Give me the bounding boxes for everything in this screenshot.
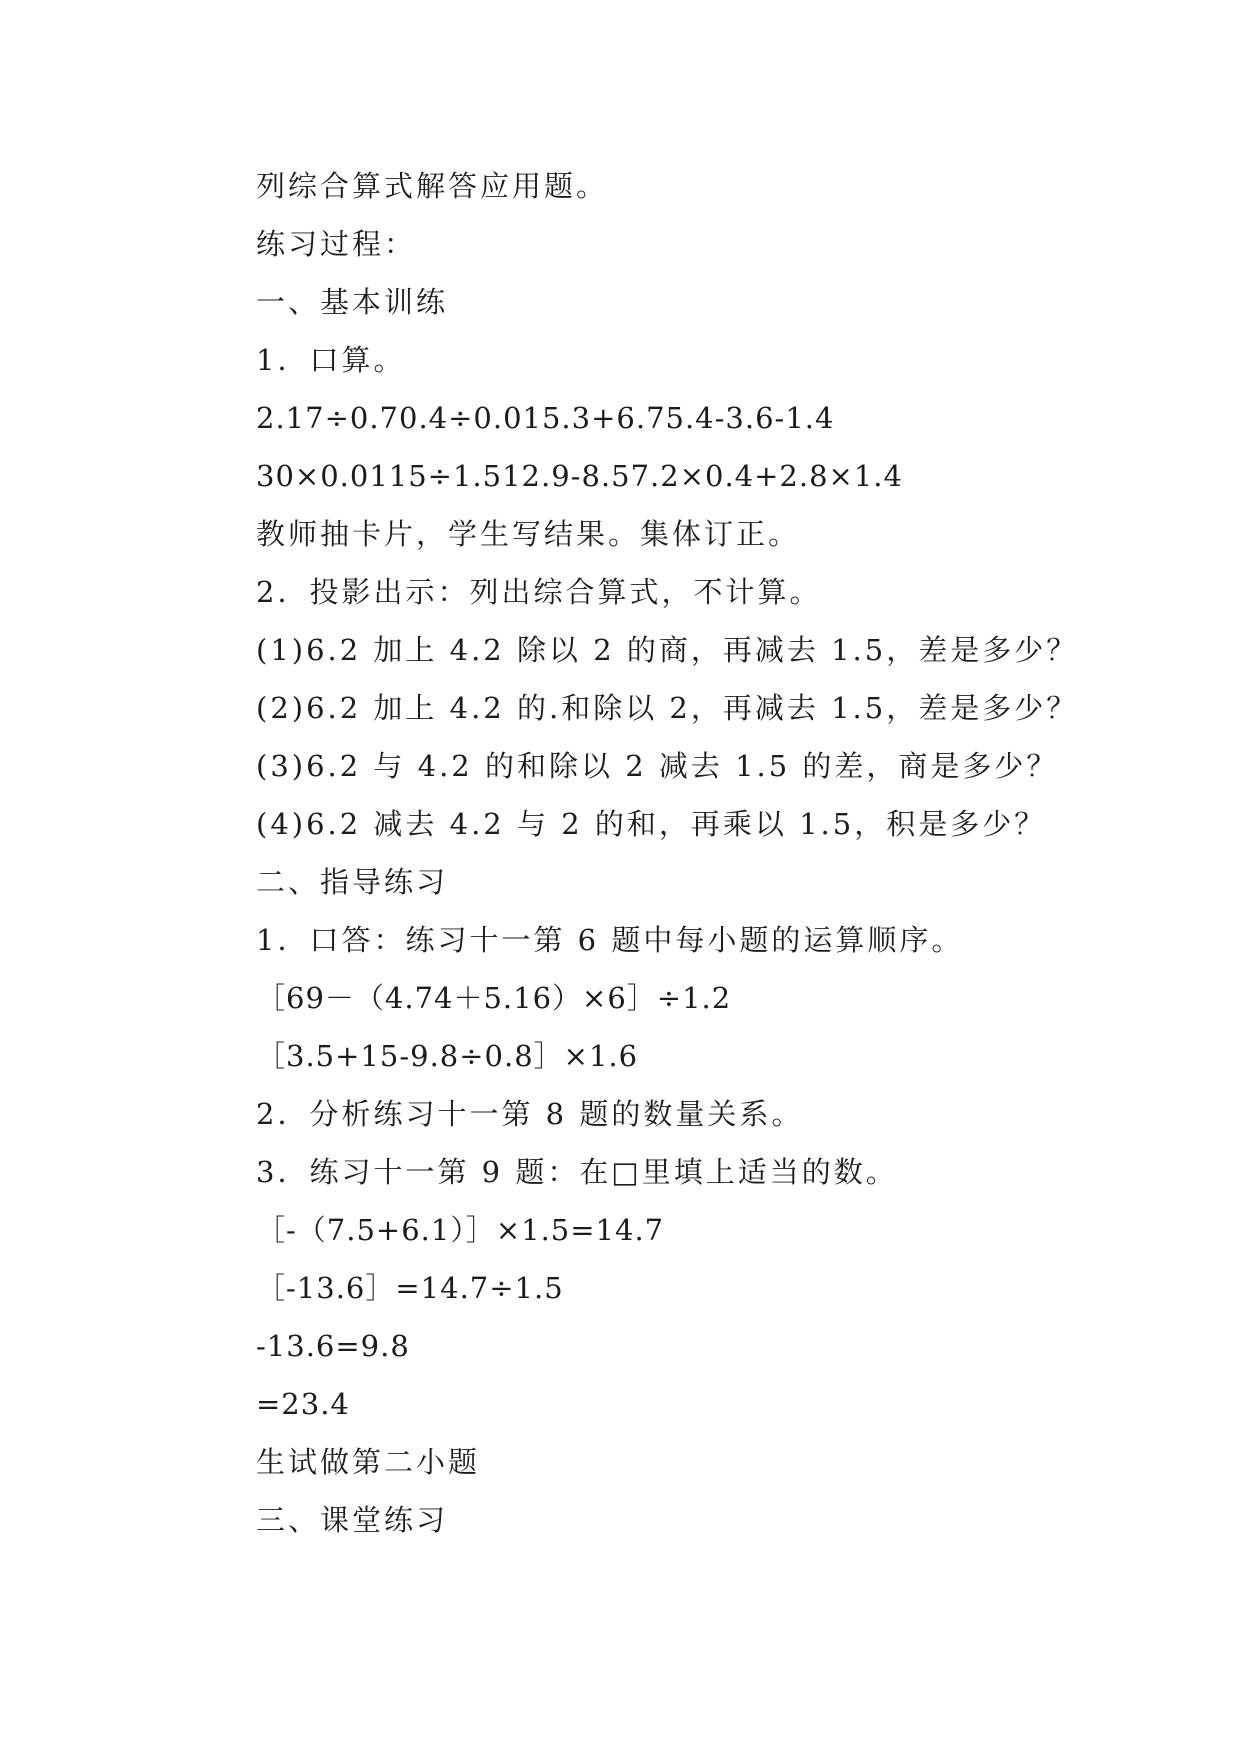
section-heading: 一、基本训练 xyxy=(256,285,449,319)
text-line: 3．练习十一第 9 题：在□里填上适当的数。 xyxy=(256,1155,898,1189)
text-line: 列综合算式解答应用题。 xyxy=(256,169,609,203)
text-line: 2．分析练习十一第 8 题的数量关系。 xyxy=(256,1097,804,1131)
text-line: (1)6.2 加上 4.2 除以 2 的商，再减去 1.5，差是多少？ xyxy=(256,633,1079,667)
text-line: ［-（7.5+6.1）］×1.5=14.7 xyxy=(256,1213,665,1247)
text-line: 1．口算。 xyxy=(256,343,406,377)
text-line: -13.6=9.8 xyxy=(256,1329,410,1363)
text-line: 2.17÷0.70.4÷0.015.3+6.75.4-3.6-1.4 xyxy=(256,401,835,435)
text-line: ［69－（4.74＋5.16）×6］÷1.2 xyxy=(256,981,732,1015)
text-line: 练习过程： xyxy=(256,227,417,261)
text-line: =23.4 xyxy=(256,1387,350,1421)
text-line: ［3.5+15-9.8÷0.8］×1.6 xyxy=(256,1039,639,1073)
section-heading: 二、指导练习 xyxy=(256,865,449,899)
text-line: 教师抽卡片，学生写结果。集体订正。 xyxy=(256,517,801,551)
section-heading: 三、课堂练习 xyxy=(256,1503,449,1537)
text-line: 1．口答：练习十一第 6 题中每小题的运算顺序。 xyxy=(256,923,964,957)
text-line: 2．投影出示：列出综合算式，不计算。 xyxy=(256,575,822,609)
text-line: 生试做第二小题 xyxy=(256,1445,481,1479)
text-line: ［-13.6］=14.7÷1.5 xyxy=(256,1271,564,1305)
text-line: 30×0.0115÷1.512.9-8.57.2×0.4+2.8×1.4 xyxy=(256,459,903,493)
text-line: (4)6.2 减去 4.2 与 2 的和，再乘以 1.5，积是多少？ xyxy=(256,807,1047,841)
text-line: (3)6.2 与 4.2 的和除以 2 减去 1.5 的差，商是多少？ xyxy=(256,749,1059,783)
text-line: (2)6.2 加上 4.2 的.和除以 2，再减去 1.5，差是多少？ xyxy=(256,691,1079,725)
